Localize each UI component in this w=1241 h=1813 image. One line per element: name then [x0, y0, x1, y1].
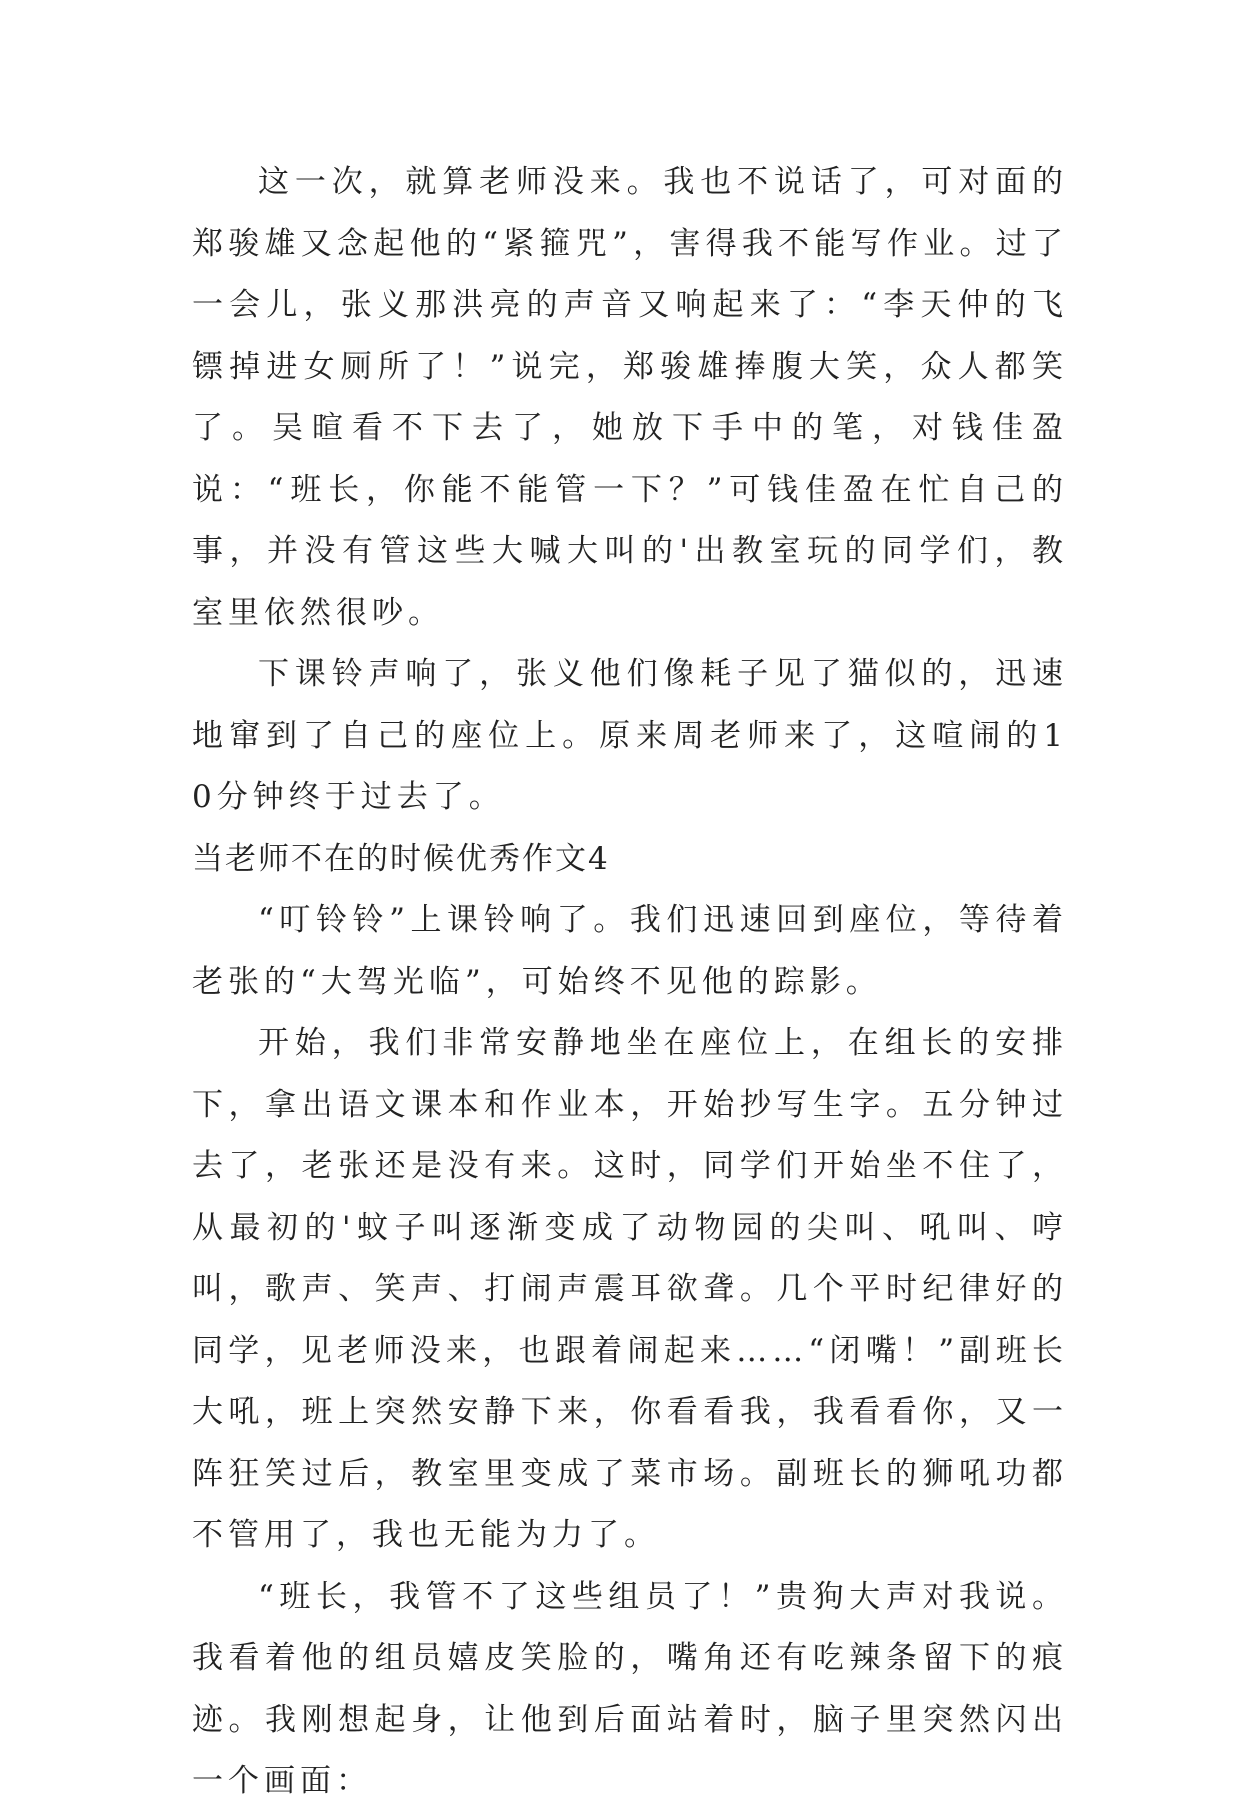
paragraph-class-bell: “叮铃铃”上课铃响了。我们迅速回到座位，等待着老张的“大驾光临”，可始终不见他的踪影。 — [192, 902, 1068, 1000]
paragraph-bell-rings: 下课铃声响了，张义他们像耗子见了猫似的，迅速地窜到了自己的座位上。原来周老师来了，这喧闹的10分钟终于过去了。 — [192, 656, 1068, 815]
paragraph-teacher-absent: 开始，我们非常安静地坐在座位上，在组长的安排下，拿出语文课本和作业本，开始抄写生字。五分钟过去了，老张还是没有来。这时，同学们开始坐不住了，从最初的'蚊子叫逐渐变成了动物园的尖叫、吼叫、哼叫，歌声、笑声、打闹声震耳欲聋。几个平时纪律好的同学，见老师没来，也跟着闹起来……“闭嘴！”副班长大吼，班上突然安静下来，你看看我，我看看你，又一阵狂笑过后，教室里变成了菜市场。副班长的狮吼功都不管用了，我也无能为力了。 — [192, 1025, 1068, 1553]
essay-heading: 当老师不在的时候优秀作文4 — [192, 840, 610, 877]
paragraph-classroom-noise: 这一次，就算老师没来。我也不说话了，可对面的郑骏雄又念起他的“紧箍咒”，害得我不能写作业。过了一会儿，张义那洪亮的声音又响起来了：“李天仲的飞镖掉进女厕所了！”说完，郑骏雄捧腹大笑，众人都笑了。吴暄看不下去了，她放下手中的笔，对钱佳盈说：“班长，你能不能管一下？”可钱佳盈在忙自己的事，并没有管这些大喊大叫的'出教室玩的同学们，教室里依然很吵。 — [192, 164, 1068, 631]
essay-body — [192, 152, 1068, 1813]
paragraph-group-leader: “班长，我管不了这些组员了！”贵狗大声对我说。我看着他的组员嬉皮笑脸的，嘴角还有吃辣条留下的痕迹。我刚想起身，让他到后面站着时，脑子里突然闪出一个画面： — [192, 1578, 1068, 1799]
